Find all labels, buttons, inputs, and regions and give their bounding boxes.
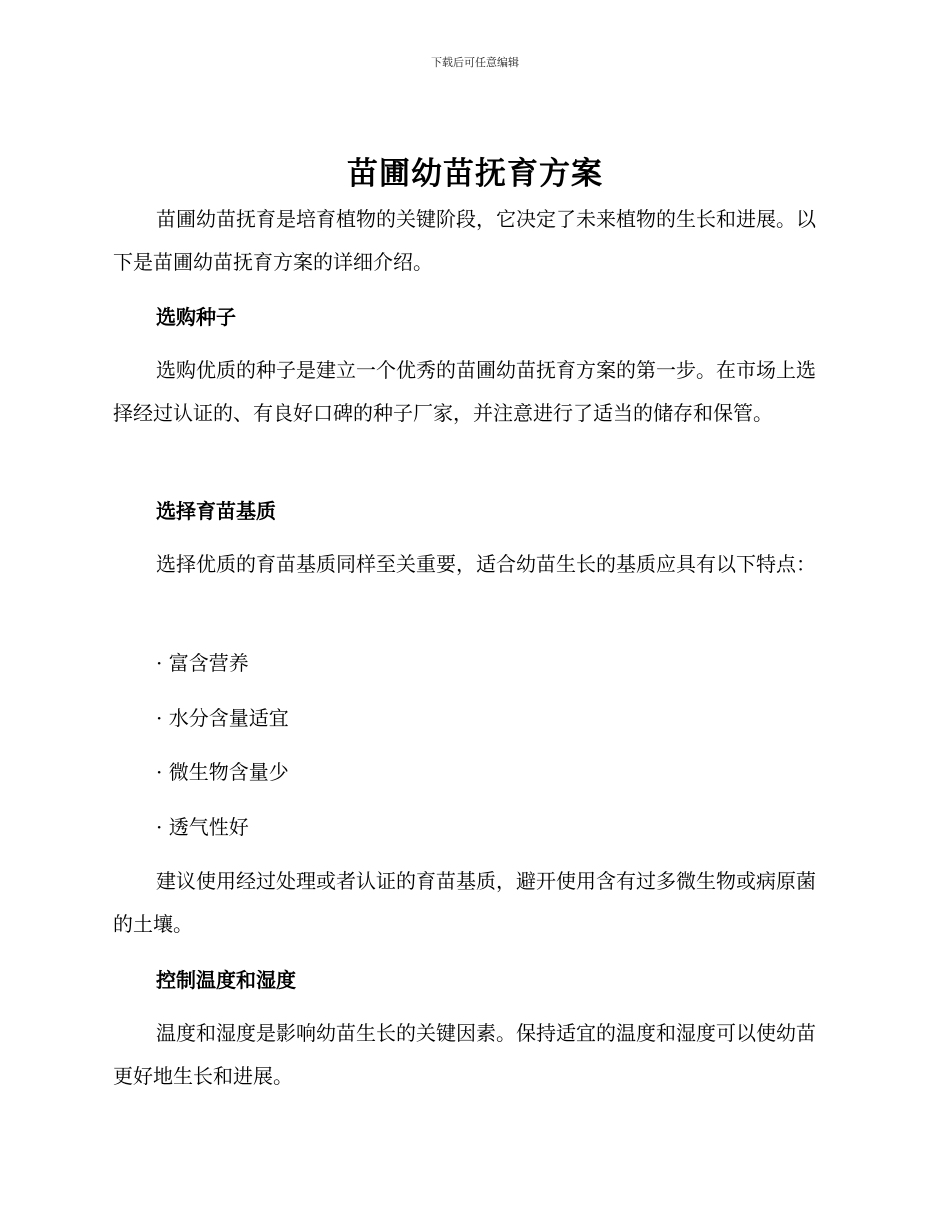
bullet-item: · 富含营养 bbox=[156, 651, 249, 675]
page-title: 苗圃幼苗抚育方案 bbox=[347, 156, 603, 192]
seeds-paragraph: 选购优质的种子是建立一个优秀的苗圃幼苗抚育方案的第一步。在市场上选择经过认证的、有良好口碑的种子厂家，并注意进行了适当的储存和保管。 bbox=[113, 358, 816, 425]
header-note: 下载后可任意编辑 bbox=[431, 56, 519, 69]
section-heading-temperature: 控制温度和湿度 bbox=[156, 968, 296, 992]
bullet-item: · 水分含量适宜 bbox=[156, 706, 289, 730]
intro-paragraph: 苗圃幼苗抚育是培育植物的关键阶段，它决定了未来植物的生长和进展。以下是苗圃幼苗抚育方案的详细介绍。 bbox=[113, 207, 816, 274]
section-heading-substrate: 选择育苗基质 bbox=[156, 499, 276, 523]
bullet-item: · 微生物含量少 bbox=[156, 760, 289, 784]
substrate-paragraph: 选择优质的育苗基质同样至关重要，适合幼苗生长的基质应具有以下特点： bbox=[156, 552, 816, 576]
substrate-advice-paragraph: 建议使用经过处理或者认证的育苗基质，避开使用含有过多微生物或病原菌的土壤。 bbox=[113, 869, 816, 936]
temperature-paragraph: 温度和湿度是影响幼苗生长的关键因素。保持适宜的温度和湿度可以使幼苗更好地生长和进展。 bbox=[113, 1021, 816, 1088]
bullet-item: · 透气性好 bbox=[156, 815, 249, 839]
section-heading-seeds: 选购种子 bbox=[156, 305, 236, 329]
